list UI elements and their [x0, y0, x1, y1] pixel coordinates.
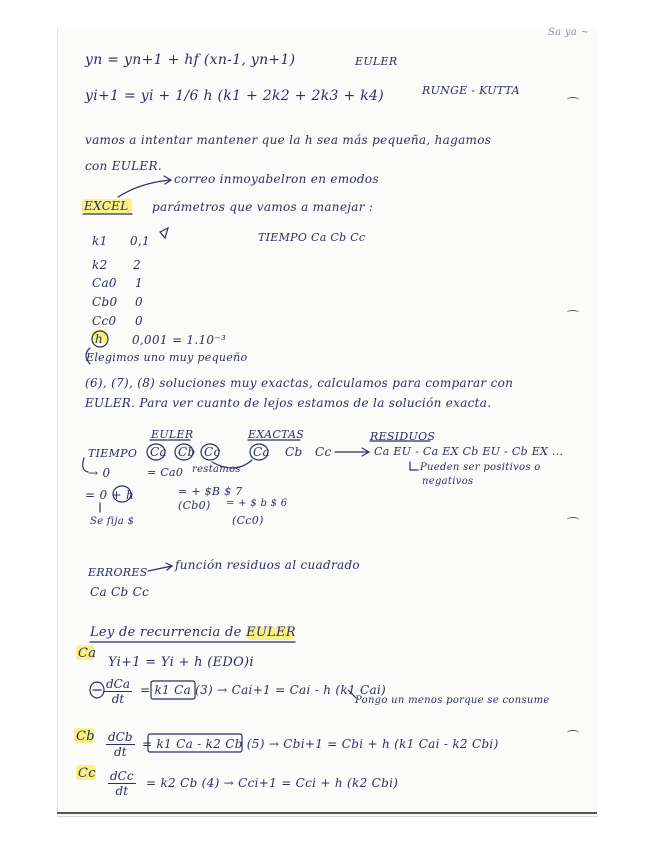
- param-value: 0,1: [130, 234, 150, 248]
- tiempo-next: = 0 + h: [85, 488, 135, 502]
- cc0-label: (Cc0): [232, 514, 264, 527]
- excel-label: EXCEL: [84, 199, 129, 213]
- se-fija-label: Se fija $: [90, 516, 135, 527]
- h-value: 0,001 = 1.10⁻³: [132, 333, 227, 347]
- excel-annotation: correo inmoyabelron en emodos: [174, 172, 379, 186]
- residuos-header: RESIDUOS: [370, 430, 436, 443]
- exact-cb: Cb: [285, 445, 303, 459]
- param-value: 0: [135, 314, 143, 328]
- dcc-dt-fraction: [108, 769, 136, 798]
- margin-mark: [567, 730, 579, 735]
- euler-label: EULER: [355, 55, 398, 68]
- cb0-label: (Cb0): [178, 499, 211, 512]
- param-name: k1: [92, 234, 108, 248]
- recurrence-title: Ley de recurrencia de EULER: [90, 625, 296, 640]
- euler-cc: Cc: [204, 445, 221, 459]
- cc-equation: = k2 Cb (4) → Cci+1 = Cci + h (k2 Cbi): [146, 776, 399, 790]
- ca-note: Pongo un menos porque se consume: [355, 695, 550, 706]
- exact-cc: Cc: [315, 445, 332, 459]
- euler-ca0: = Ca0: [147, 466, 184, 479]
- solutions-line-2: EULER. Para ver cuanto de lejos estamos de la solución exacta.: [85, 396, 492, 410]
- cb-formula: = + $B $ 7: [178, 485, 243, 498]
- errores-label: ERRORES: [88, 566, 148, 579]
- tiempo-column: TIEMPO: [88, 447, 138, 460]
- euler-cb: Cb: [178, 445, 196, 459]
- euler-equation: yn = yn+1 + hf (xn-1, yn+1): [85, 52, 296, 68]
- ca-equation: = k1 Ca (3) → Cai+1 = Cai - h (k1 Cai): [140, 683, 387, 697]
- restamos-label: restamos: [192, 464, 241, 475]
- exactas-header: EXACTAS: [248, 428, 305, 441]
- margin-mark: [567, 310, 579, 315]
- excel-columns: TIEMPO Ca Cb Cc: [258, 231, 366, 244]
- cb-tag: Cb: [76, 729, 95, 744]
- margin-mark: [567, 517, 579, 522]
- param-value: 0: [135, 295, 143, 309]
- intro-line-2: con EULER.: [85, 159, 162, 173]
- dcb-numerator: dCb: [108, 730, 133, 744]
- param-value: 2: [133, 258, 141, 272]
- intro-line-1: vamos a intentar mantener que la h sea más pequeña, hagamos: [85, 133, 492, 147]
- ca-tag: Ca: [78, 646, 97, 661]
- errores-text: función residuos al cuadrado: [175, 558, 360, 572]
- dcc-numerator: dCc: [110, 769, 134, 783]
- residuos-note-1: Pueden ser positivos o: [420, 462, 541, 473]
- dca-dt-fraction: [104, 677, 132, 706]
- parameters-header: parámetros que vamos a manejar :: [152, 200, 374, 214]
- param-name: Cc0: [92, 314, 117, 328]
- cc-tag: Cc: [78, 766, 96, 781]
- h-note: Elegimos uno muy pequeño: [86, 351, 248, 364]
- param-name: k2: [92, 258, 108, 272]
- runge-kutta-label: RUNGE - KUTTA: [422, 84, 520, 97]
- errores-vars: Ca Cb Cc: [90, 585, 150, 599]
- h-symbol: h: [95, 332, 104, 346]
- param-value: 1: [135, 276, 143, 290]
- euler-header: EULER: [151, 428, 194, 441]
- page-bottom-edge: [57, 812, 597, 814]
- dca-numerator: dCa: [106, 677, 131, 691]
- cc-formula: = + $ b $ 6: [226, 498, 288, 509]
- dcb-dt-fraction: [106, 730, 135, 759]
- cb-equation: = k1 Ca - k2 Cb (5) → Cbi+1 = Cbi + h (k1 Cai - k2 Cbi): [142, 737, 499, 751]
- exact-ca: Ca: [253, 445, 270, 459]
- residuos-columns: Ca EU - Ca EX Cb EU - Cb EX ...: [374, 445, 564, 458]
- runge-kutta-equation: yi+1 = yi + 1/6 h (k1 + 2k2 + 2k3 + k4): [85, 88, 385, 104]
- residuos-note-2: negativos: [422, 476, 474, 487]
- solutions-line-1: (6), (7), (8) soluciones muy exactas, calculamos para comparar con: [85, 376, 514, 390]
- euler-ca: Ca: [150, 445, 167, 459]
- dca-denominator: dt: [111, 692, 125, 706]
- tiempo-zero: → 0: [88, 466, 111, 480]
- param-name: Cb0: [92, 295, 118, 309]
- margin-mark: [567, 97, 579, 102]
- general-recurrence: Yi+1 = Yi + h (EDO)i: [108, 655, 254, 670]
- dcb-denominator: dt: [114, 745, 127, 759]
- top-note: Sa ya ~: [548, 27, 590, 38]
- param-name: Ca0: [92, 276, 117, 290]
- dcc-denominator: dt: [115, 784, 129, 798]
